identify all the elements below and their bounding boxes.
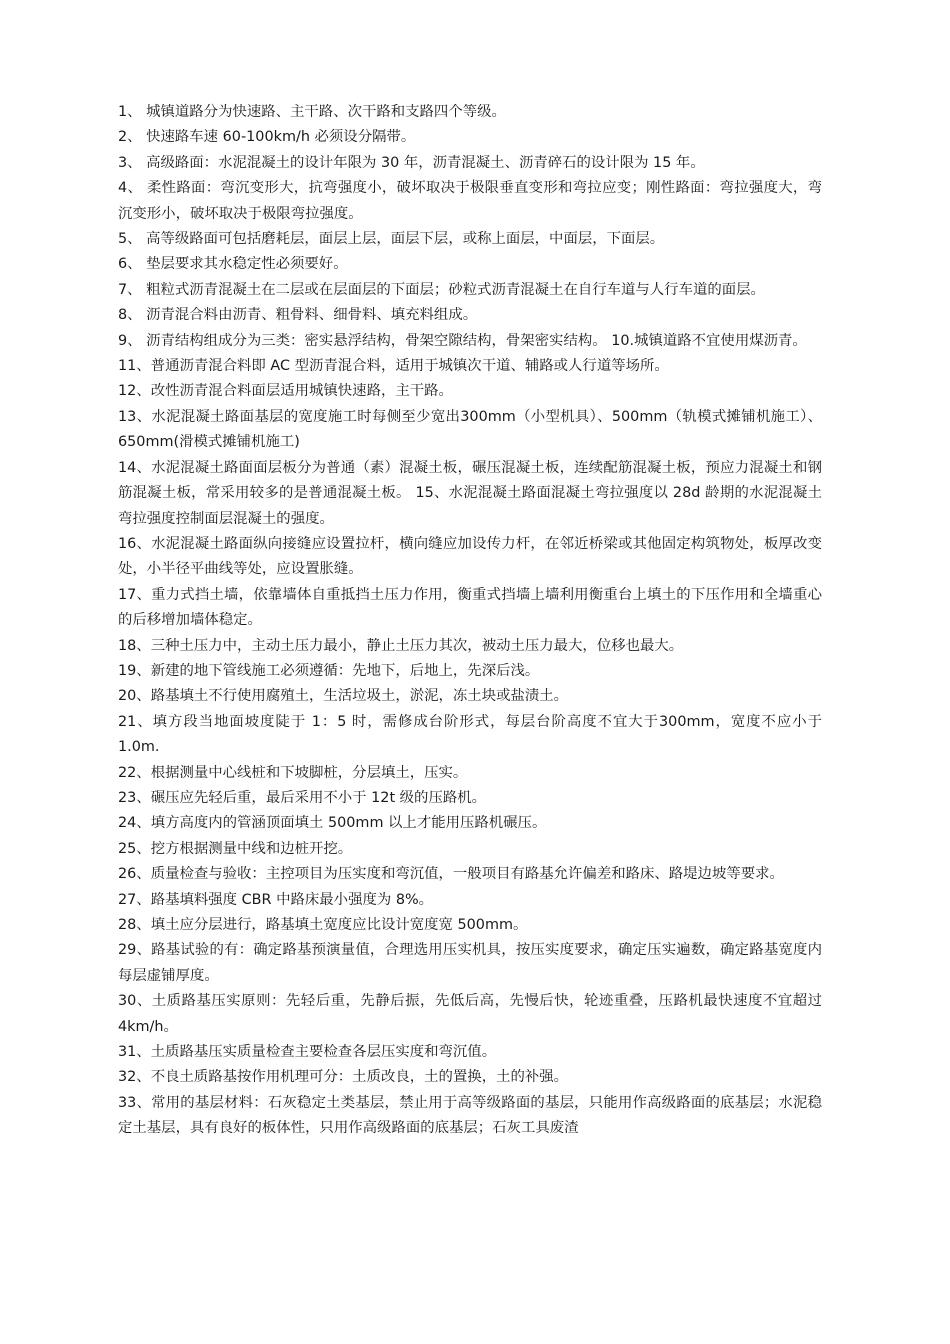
paragraph-2: 2、 快速路车速 60-100km/h 必须设分隔带。 — [118, 129, 416, 146]
paragraph-27: 27、路基填料强度 CBR 中路床最小强度为 8%。 — [118, 891, 434, 908]
paragraph-4: 4、 柔性路面：弯沉变形大，抗弯强度小，破坏取决于极限垂直变形和弯拉应变；刚性路面：弯拉强度大，弯沉变形小，破坏取决于极限弯拉强度。 — [118, 180, 822, 222]
paragraph-7: 7、 粗粒式沥青混凝土在二层或在层面层的下面层；砂粒式沥青混凝土在自行车道与人行车道的面层。 — [118, 281, 765, 298]
paragraph-14: 14、水泥混凝土路面面层板分为普通（素）混凝土板，碾压混凝土板，连续配筋混凝土板，预应力混凝土和钢筋混凝土板，常采用较多的是普通混凝土板。 15、水泥混凝土路面混凝土弯拉强度以 28d 龄期的水泥混凝土弯拉强度控制面层混凝土的强度。 — [118, 459, 822, 527]
paragraph-20: 20、路基填土不行使用腐殖土，生活垃圾土，淤泥，冻土块或盐渍土。 — [118, 688, 569, 705]
paragraph-30: 30、土质路基压实原则：先轻后重，先静后振，先低后高，先慢后快，轮迹重叠，压路机最快速度不宜超过 4km/h。 — [118, 993, 822, 1035]
paragraph-21: 21、填方段当地面坡度陡于 1：5 时，需修成台阶形式，每层台阶高度不宜大于300mm，宽度不应小于 1.0m. — [118, 713, 822, 756]
paragraph-26: 26、质量检查与验收：主控项目为压实度和弯沉值，一般项目有路基允许偏差和路床、路堤边坡等要求。 — [118, 866, 784, 883]
paragraph-13: 13、水泥混凝土路面基层的宽度施工时每侧至少宽出300mm（小型机具）、500mm（轨模式摊铺机施工）、650mm(滑模式摊铺机施工) — [118, 408, 822, 451]
paragraph-31: 31、土质路基压实质量检查主要检查各层压实度和弯沉值。 — [118, 1044, 497, 1061]
paragraph-11: 11、普通沥青混合料即 AC 型沥青混合料，适用于城镇次干道、辅路或人行道等场所。 — [118, 358, 669, 375]
paragraph-32: 32、不良土质路基按作用机理可分：土质改良，土的置换，土的补强。 — [118, 1069, 569, 1086]
paragraph-5: 5、 高等级路面可包括磨耗层，面层上层，面层下层，或称上面层，中面层，下面层。 — [118, 231, 665, 248]
paragraph-1: 1、 城镇道路分为快速路、主干路、次干路和支路四个等级。 — [118, 104, 506, 120]
document-body — [118, 100, 822, 1142]
paragraph-18: 18、三种土压力中，主动土压力最小，静止土压力其次，被动土压力最大，位移也最大。 — [118, 637, 684, 654]
paragraph-19: 19、新建的地下管线施工必须遵循：先地下，后地上，先深后浅。 — [118, 662, 540, 679]
paragraph-28: 28、填土应分层进行，路基填土宽度应比设计宽度宽 500mm。 — [118, 917, 528, 933]
paragraph-8: 8、 沥青混合料由沥青、粗骨料、细骨料、填充料组成。 — [118, 307, 478, 324]
paragraph-9: 9、 沥青结构组成分为三类：密实悬浮结构，骨架空隙结构，骨架密实结构。 10.城镇道路不宜使用煤沥青。 — [118, 332, 807, 349]
paragraph-16: 16、水泥混凝土路面纵向接缝应设置拉杆，横向缝应加设传力杆，在邻近桥梁或其他固定构筑物处，板厚改变处，小半径平曲线等处，应设置胀缝。 — [118, 535, 822, 578]
paragraph-33: 33、常用的基层材料：石灰稳定土类基层，禁止用于高等级路面的基层，只能用作高级路面的底基层；水泥稳定土基层，具有良好的板体性，只用作高级路面的底基层；石灰工具废渣 — [118, 1094, 822, 1137]
paragraph-3: 3、 高级路面：水泥混凝土的设计年限为 30 年，沥青混凝土、沥青碎石的设计限为 15 年。 — [118, 154, 705, 171]
paragraph-17: 17、重力式挡土墙，依靠墙体自重抵挡土压力作用，衡重式挡墙上墙利用衡重台上填土的下压作用和全墙重心的后移增加墙体稳定。 — [118, 586, 822, 629]
paragraph-29: 29、路基试验的有：确定路基预演量值，合理选用压实机具，按压实度要求，确定压实遍数，确定路基宽度内每层虚铺厚度。 — [118, 942, 822, 984]
paragraph-24: 24、填方高度内的管涵顶面填土 500mm 以上才能用压路机碾压。 — [118, 815, 547, 832]
paragraph-23: 23、碾压应先轻后重，最后采用不小于 12t 级的压路机。 — [118, 789, 487, 806]
paragraph-25: 25、挖方根据测量中线和边桩开挖。 — [118, 840, 353, 857]
paragraph-6: 6、 垫层要求其水稳定性必须要好。 — [118, 256, 348, 273]
paragraph-12: 12、改性沥青混合料面层适用城镇快速路，主干路。 — [118, 383, 453, 400]
paragraph-22: 22、根据测量中心线桩和下坡脚桩，分层填土，压实。 — [118, 764, 468, 781]
